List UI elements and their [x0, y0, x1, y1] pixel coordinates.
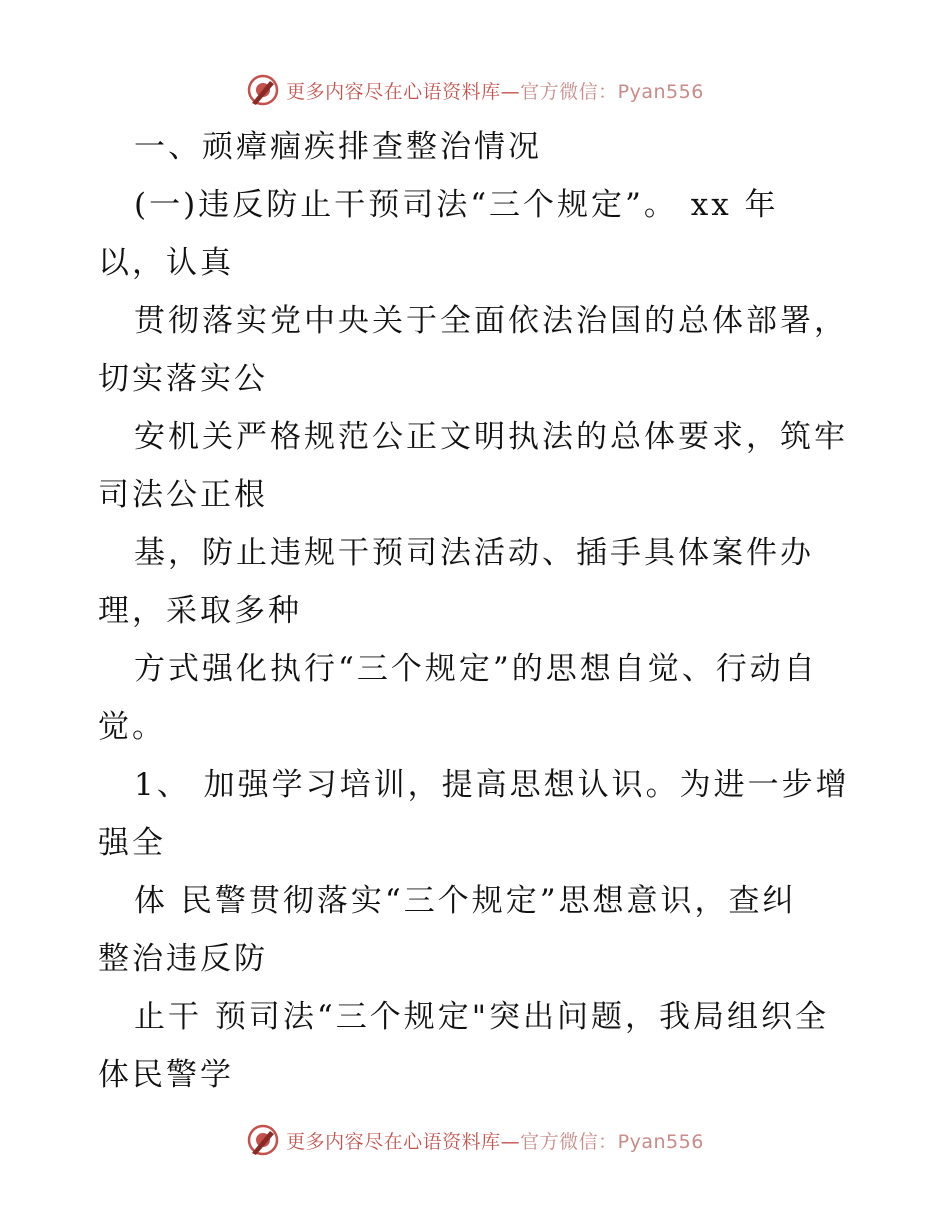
- watermark-contact: 官方微信：Pyan556: [520, 80, 704, 103]
- document-line: 1、 加强学习培训，提高思想认识。为进一步增: [134, 767, 850, 803]
- document-line: 强全: [98, 825, 166, 861]
- pen-circle-logo-icon: [246, 73, 280, 107]
- document-line: 切实落实公: [98, 361, 268, 397]
- document-line: (一)违反防止干预司法“三个规定”。 xx 年: [134, 187, 779, 223]
- header-watermark: [0, 70, 950, 110]
- watermark-contact: 官方微信：Pyan556: [520, 1130, 704, 1153]
- watermark-brand: 更多内容尽在心语资料库—: [286, 80, 521, 103]
- document-line: 觉。: [98, 709, 166, 745]
- document-line: 止干 预司法“三个规定"突出问题，我局组织全: [134, 999, 829, 1035]
- document-line: 整治违反防: [98, 941, 268, 977]
- document-line: 理，采取多种: [98, 593, 302, 629]
- document-line: 安机关严格规范公正文明执法的总体要求，筑牢: [134, 419, 848, 455]
- document-line: 方式强化执行“三个规定”的思想自觉、行动自: [134, 651, 818, 687]
- watermark-brand: 更多内容尽在心语资料库—: [286, 1130, 521, 1153]
- document-line: 基，防止违规干预司法活动、插手具体案件办: [134, 535, 814, 571]
- pen-circle-logo-icon: [246, 1123, 280, 1157]
- document-line: 体 民警贯彻落实“三个规定”思想意识，查纠: [134, 883, 797, 919]
- document-line: 体民警学: [98, 1057, 234, 1093]
- document-line: 贯彻落实党中央关于全面依法治国的总体部署，: [134, 303, 848, 339]
- document-body: [98, 118, 858, 1104]
- document-line: 司法公正根: [98, 477, 268, 513]
- document-line: 一、顽瘴痼疾排查整治情况: [134, 129, 542, 165]
- footer-watermark: [0, 1120, 950, 1160]
- document-line: 以，认真: [98, 245, 234, 281]
